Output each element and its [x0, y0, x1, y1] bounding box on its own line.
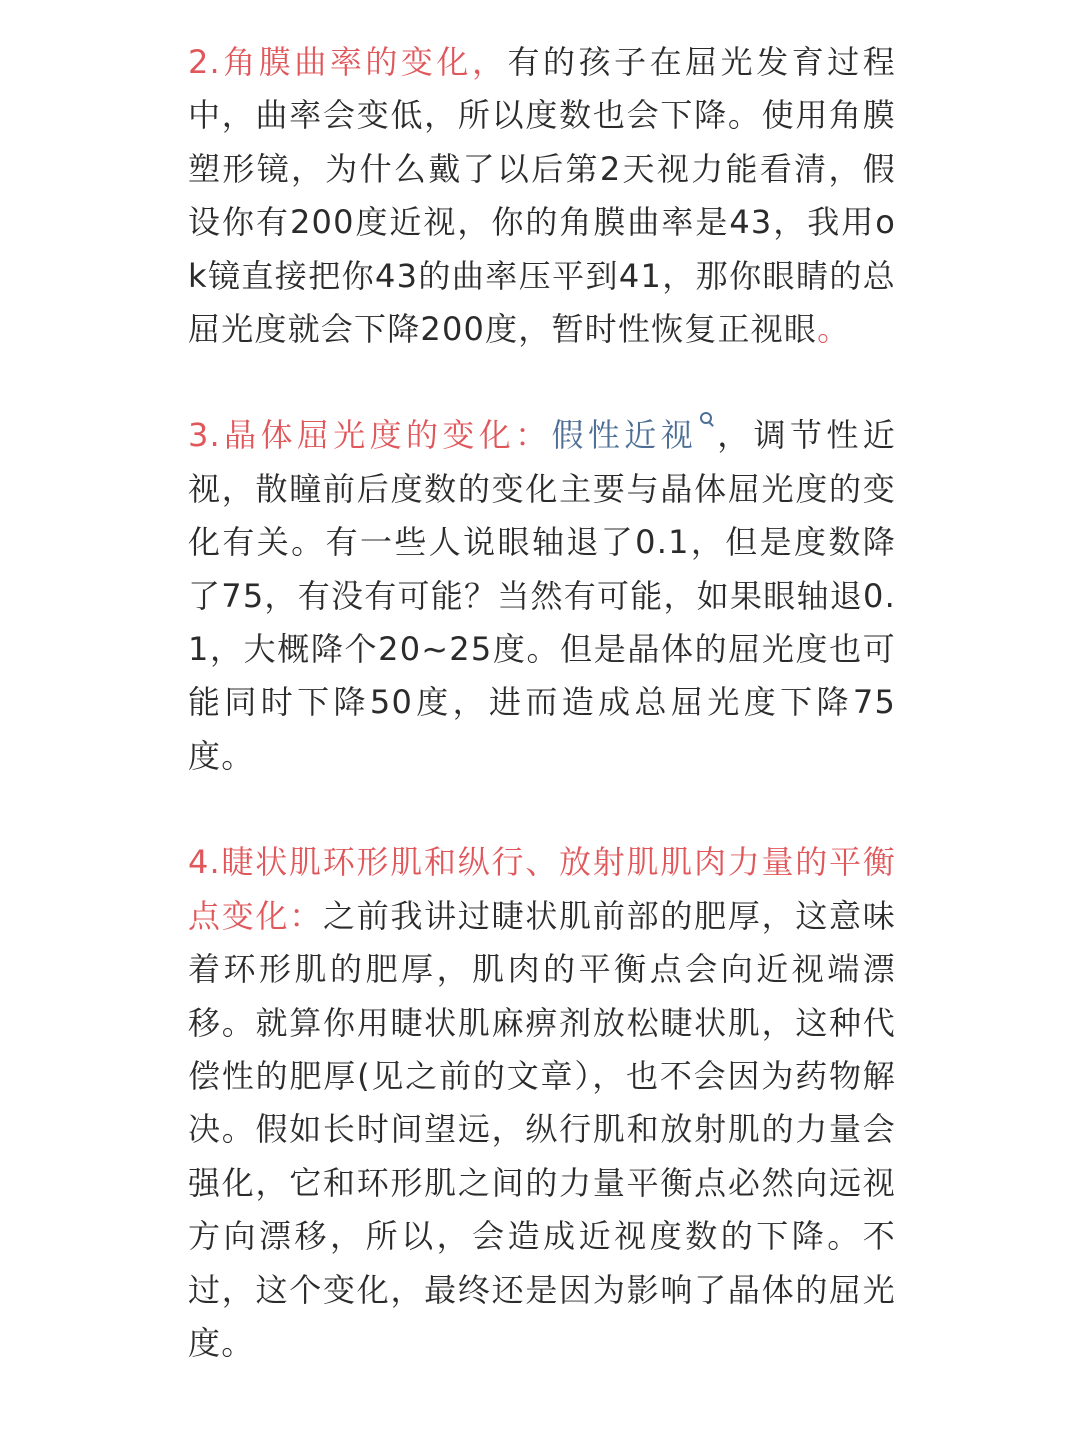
section-ciliary-muscle: [188, 836, 896, 1370]
section-body-lens-refraction: ，调节性近视，散瞳前后度数的变化主要与晶体屈光度的变化有关。有一些人说眼轴退了0.1，但是度数降了75，有没有可能？当然有可能，如果眼轴退0.1，大概降个20~25度。但是晶体的屈光度也可能同时下降50度，进而造成总屈光度下降75度。: [188, 416, 896, 775]
pseudomyopia-search-link[interactable]: [552, 416, 715, 454]
section-heading-lens-refraction: 3.晶体屈光度的变化：: [188, 416, 552, 455]
section-body-corneal-curvature: 有的孩子在屈光发育过程中，曲率会变低，所以度数也会下降。使用角膜塑形镜，为什么戴了以后第2天视力能看清，假设你有200度近视，你的角膜曲率是43，我用ok镜直接把你43的曲率压平到41，那你眼睛的总屈光度就会下降200度，暂时性恢复正视眼: [188, 43, 896, 349]
section-lens-refraction: [188, 409, 896, 783]
section-heading-corneal-curvature: 2.角膜曲率的变化，: [188, 43, 508, 81]
pseudomyopia-link-label: 假性近视: [551, 416, 698, 455]
section-corneal-curvature: [188, 36, 896, 356]
article-content: [188, 36, 896, 1370]
section-heading-ciliary-muscle: 4.睫状肌环形肌和纵行、放射肌肌肉力量的平衡点变化：: [188, 843, 896, 935]
search-icon: [700, 412, 714, 428]
section-end-mark: 。: [817, 310, 851, 349]
section-body-ciliary-muscle: 之前我讲过睫状肌前部的肥厚，这意味着环形肌的肥厚，肌肉的平衡点会向近视端漂移。就算你用睫状肌麻痹剂放松睫状肌，这种代偿性的肥厚(见之前的文章），也不会因为药物解决。假如长时间望远，纵行肌和放射肌的力量会强化，它和环形肌之间的力量平衡点必然向远视方向漂移，所以，会造成近视度数的下降。不过，这个变化，最终还是因为影响了晶体的屈光度。: [188, 896, 896, 1362]
